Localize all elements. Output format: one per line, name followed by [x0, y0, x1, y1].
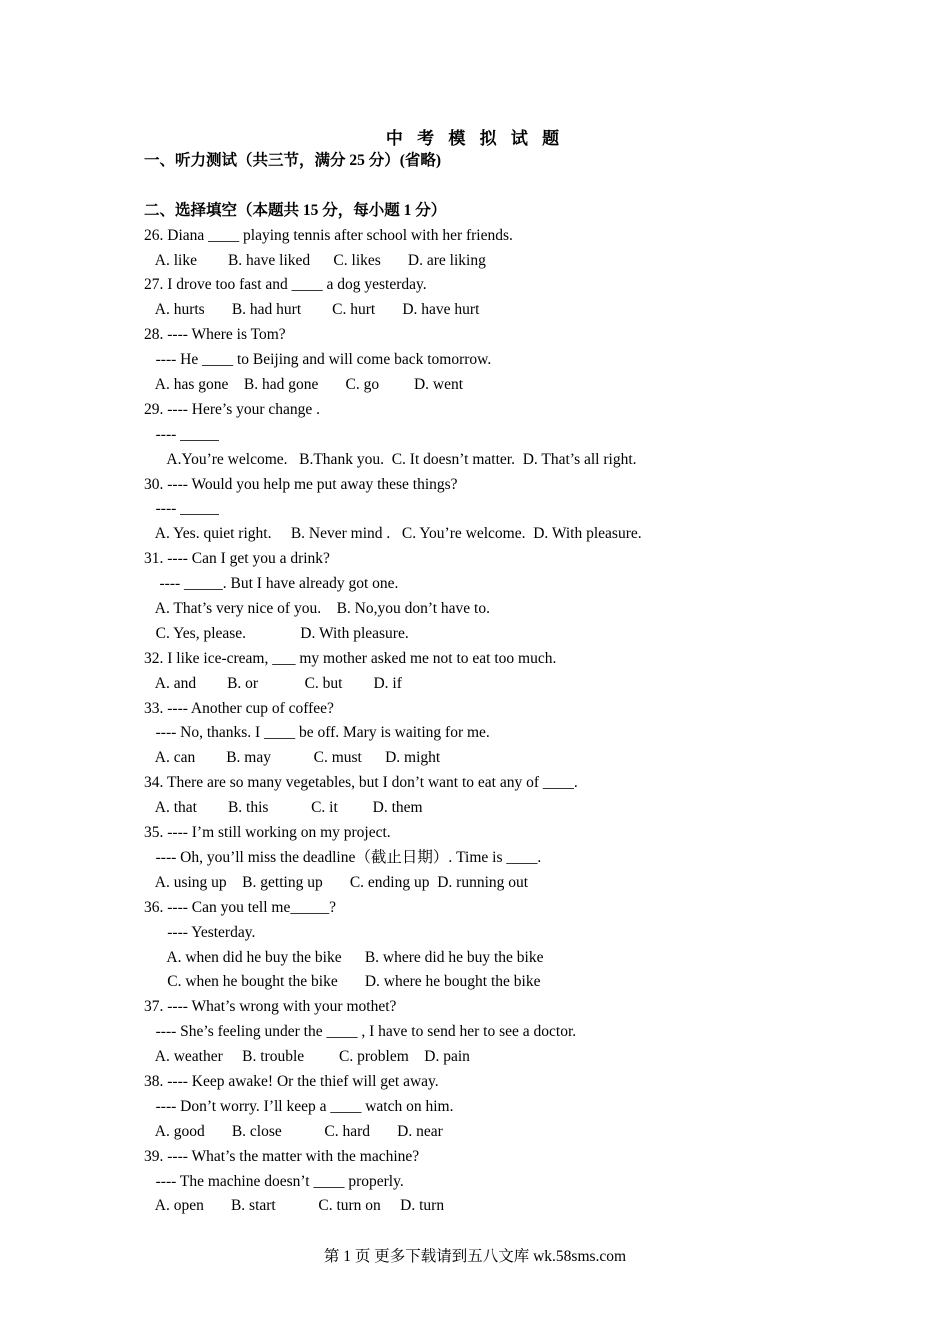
text-line: ---- _____. But I have already got one.: [144, 575, 399, 593]
page-footer: 第 1 页 更多下载请到五八文库 wk.58sms.com: [323, 1248, 627, 1265]
text-line: 35. ---- I’m still working on my project.: [144, 824, 391, 842]
document-body: [144, 149, 864, 1219]
text-line: A. that B. this C. it D. them: [144, 799, 423, 817]
text-line: 39. ---- What’s the matter with the machine?: [144, 1147, 420, 1165]
text-line: A. like B. have liked C. likes D. are liking: [144, 251, 486, 269]
text-line: A. has gone B. had gone C. go D. went: [144, 376, 464, 394]
text-line: ---- Oh, you’ll miss the deadline（截止日期）. Time is ____.: [144, 848, 542, 866]
text-line: 26. Diana ____ playing tennis after school with her friends.: [144, 226, 513, 244]
text-line: ---- She’s feeling under the ____ , I have to send her to see a doctor.: [144, 1023, 577, 1041]
text-line: 36. ---- Can you tell me_____?: [144, 898, 336, 916]
section-heading: 一、听力测试（共三节，满分 25 分）(省略): [144, 152, 442, 169]
text-line: ---- _____: [144, 500, 219, 518]
text-line: A.You’re welcome. B.Thank you. C. It doesn’t matter. D. That’s all right.: [144, 450, 637, 468]
text-line: A. Yes. quiet right. B. Never mind . C. You’re welcome. D. With pleasure.: [144, 525, 642, 543]
text-line: 38. ---- Keep awake! Or the thief will get away.: [144, 1072, 439, 1090]
text-line: C. Yes, please. D. With pleasure.: [144, 624, 409, 642]
text-line: A. hurts B. had hurt C. hurt D. have hurt: [144, 301, 480, 319]
text-line: 29. ---- Here’s your change .: [144, 400, 321, 418]
section-heading: 二、选择填空（本题共 15 分，每小题 1 分）: [144, 201, 447, 219]
text-line: A. can B. may C. must D. might: [144, 749, 441, 767]
text-line: A. using up B. getting up C. ending up D. running out: [144, 873, 529, 891]
text-line: A. good B. close C. hard D. near: [144, 1122, 443, 1140]
text-line: A. That’s very nice of you. B. No,you don’t have to.: [144, 600, 490, 618]
text-line: 33. ---- Another cup of coffee?: [144, 699, 334, 717]
text-line: ---- _____: [144, 425, 219, 443]
text-line: ---- Don’t worry. I’ll keep a ____ watch on him.: [144, 1097, 454, 1115]
text-line: 34. There are so many vegetables, but I don’t want to eat any of ____.: [144, 774, 578, 792]
text-line: 37. ---- What’s wrong with your mothet?: [144, 998, 397, 1016]
text-line: 28. ---- Where is Tom?: [144, 326, 286, 344]
text-line: ---- He ____ to Beijing and will come back tomorrow.: [144, 351, 492, 369]
text-line: A. weather B. trouble C. problem D. pain: [144, 1048, 470, 1066]
text-line: 32. I like ice-cream, ___ my mother asked me not to eat too much.: [144, 649, 557, 667]
text-line: 27. I drove too fast and ____ a dog yesterday.: [144, 276, 427, 294]
text-line: ---- No, thanks. I ____ be off. Mary is waiting for me.: [144, 724, 490, 742]
text-line: C. when he bought the bike D. where he bought the bike: [144, 973, 541, 991]
text-line: ---- The machine doesn’t ____ properly.: [144, 1172, 404, 1190]
text-line: 31. ---- Can I get you a drink?: [144, 550, 330, 568]
text-line: A. and B. or C. but D. if: [144, 674, 402, 692]
blank-line: [144, 174, 864, 199]
text-line: 30. ---- Would you help me put away these things?: [144, 475, 458, 493]
document-title: 中 考 模 拟 试 题: [385, 129, 565, 148]
text-line: A. open B. start C. turn on D. turn: [144, 1197, 445, 1215]
text-line: A. when did he buy the bike B. where did he buy the bike: [144, 948, 544, 966]
text-line: ---- Yesterday.: [144, 923, 256, 941]
